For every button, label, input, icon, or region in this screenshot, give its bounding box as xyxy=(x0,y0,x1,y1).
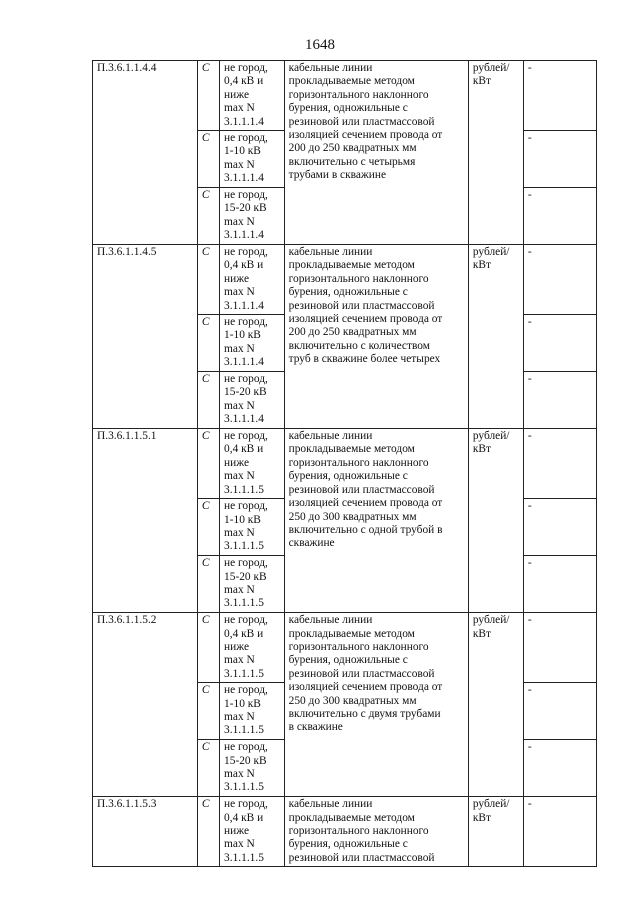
condition-cell-line: 0,4 кВ и xyxy=(224,259,264,272)
description-cell-line: бурения, одножильные с xyxy=(288,286,408,299)
table-row xyxy=(93,61,597,131)
value-cell xyxy=(523,372,596,429)
category-letter-line: C xyxy=(201,316,210,329)
category-letter xyxy=(197,740,219,797)
category-letter-line: C xyxy=(201,373,210,386)
category-letter xyxy=(197,556,219,613)
condition-cell-line: 1-10 кВ xyxy=(224,145,261,158)
condition-cell xyxy=(220,499,285,556)
condition-cell-line: 3.1.1.1.5 xyxy=(224,781,264,794)
description-cell-line: 250 до 300 квадратных мм xyxy=(288,510,417,523)
description-cell-line: бурения, одножильные с xyxy=(288,102,408,115)
description-cell-line: горизонтального наклонного xyxy=(288,824,429,837)
condition-cell-line: не город, xyxy=(224,132,268,145)
condition-cell-line: ниже xyxy=(224,272,250,285)
unit-cell xyxy=(468,797,523,867)
description-cell-line: горизонтального наклонного xyxy=(288,456,429,469)
condition-cell-line: 15-20 кВ xyxy=(224,570,267,583)
unit-cell-line: кВт xyxy=(472,75,491,88)
unit-cell-line: кВт xyxy=(472,811,491,824)
category-letter xyxy=(197,499,219,556)
condition-cell-line: 3.1.1.1.5 xyxy=(224,724,264,737)
condition-cell-line: max N xyxy=(224,102,255,115)
value-cell-line: - xyxy=(527,316,532,329)
condition-cell xyxy=(220,61,285,131)
description-cell xyxy=(284,245,468,429)
condition-cell-line: 1-10 кВ xyxy=(224,513,261,526)
category-letter xyxy=(197,245,219,315)
description-cell-line: горизонтального наклонного xyxy=(288,272,429,285)
condition-cell xyxy=(220,429,285,499)
description-cell-line: включительно с количеством xyxy=(288,339,430,352)
condition-cell-line: 3.1.1.1.4 xyxy=(224,229,264,242)
condition-cell-line: не город, xyxy=(224,430,268,443)
description-cell-line: бурения, одножильные с xyxy=(288,470,408,483)
value-cell-line: - xyxy=(527,614,532,627)
condition-cell-line: не город, xyxy=(224,373,268,386)
description-cell-line: 250 до 300 квадратных мм xyxy=(288,694,417,707)
condition-cell-line: не город, xyxy=(224,614,268,627)
value-cell xyxy=(523,797,596,867)
value-cell-line: - xyxy=(527,246,532,259)
item-code-line: П.3.6.1.1.4.5 xyxy=(97,246,157,259)
value-cell xyxy=(523,188,596,245)
description-cell-line: в скважине xyxy=(288,721,343,734)
condition-cell-line: ниже xyxy=(224,824,250,837)
condition-cell-line: max N xyxy=(224,399,255,412)
condition-cell xyxy=(220,740,285,797)
value-cell-line: - xyxy=(527,132,532,145)
condition-cell-line: 1-10 кВ xyxy=(224,329,261,342)
category-letter xyxy=(197,188,219,245)
description-cell-line: горизонтального наклонного xyxy=(288,640,429,653)
value-cell xyxy=(523,429,596,499)
description-cell-line: кабельные линии xyxy=(288,430,373,443)
item-code-line: П.3.6.1.1.5.3 xyxy=(97,798,157,811)
condition-cell-line: 3.1.1.1.5 xyxy=(224,667,264,680)
condition-cell-line: ниже xyxy=(224,456,250,469)
condition-cell-line: max N xyxy=(224,286,255,299)
description-cell-line: 200 до 250 квадратных мм xyxy=(288,326,417,339)
table-row xyxy=(93,429,597,499)
condition-cell-line: не город, xyxy=(224,500,268,513)
description-cell-line: изоляцией сечением провода от xyxy=(288,313,443,326)
category-letter xyxy=(197,797,219,867)
description-cell-line: включительно с четырьмя xyxy=(288,155,416,168)
description-cell xyxy=(284,797,468,867)
value-cell-line: - xyxy=(527,500,532,513)
value-cell-line: - xyxy=(527,62,532,74)
value-cell xyxy=(523,61,596,131)
description-cell-line: прокладываемые методом xyxy=(288,811,415,824)
condition-cell-line: не город, xyxy=(224,246,268,259)
item-code-line: П.3.6.1.1.5.2 xyxy=(97,614,157,627)
condition-cell-line: не город, xyxy=(224,316,268,329)
unit-cell xyxy=(468,61,523,245)
category-letter-line: C xyxy=(201,132,210,145)
category-letter-line: C xyxy=(201,798,210,811)
item-code-line: П.3.6.1.1.4.4 xyxy=(97,62,157,74)
unit-cell-line: кВт xyxy=(472,443,491,456)
description-cell xyxy=(284,61,468,245)
condition-cell-line: max N xyxy=(224,583,255,596)
unit-cell-line: кВт xyxy=(472,627,491,640)
value-cell-line: - xyxy=(527,373,532,386)
description-cell-line: резиновой или пластмассовой xyxy=(288,667,435,680)
condition-cell xyxy=(220,683,285,740)
condition-cell-line: не город, xyxy=(224,684,268,697)
description-cell-line: прокладываемые методом xyxy=(288,259,415,272)
description-cell-line: бурения, одножильные с xyxy=(288,654,408,667)
category-letter-line: C xyxy=(201,684,210,697)
description-cell-line: изоляцией сечением провода от xyxy=(288,681,443,694)
condition-cell-line: 3.1.1.1.5 xyxy=(224,851,264,864)
category-letter xyxy=(197,61,219,131)
condition-cell-line: 3.1.1.1.4 xyxy=(224,356,264,369)
condition-cell xyxy=(220,372,285,429)
item-code xyxy=(93,61,198,245)
condition-cell-line: 0,4 кВ и xyxy=(224,627,264,640)
description-cell-line: бурения, одножильные с xyxy=(288,838,408,851)
category-letter-line: C xyxy=(201,614,210,627)
condition-cell xyxy=(220,188,285,245)
item-code xyxy=(93,613,198,797)
condition-cell-line: 3.1.1.1.4 xyxy=(224,115,264,128)
value-cell xyxy=(523,499,596,556)
item-code-line: П.3.6.1.1.5.1 xyxy=(97,430,157,443)
value-cell-line: - xyxy=(527,684,532,697)
description-cell-line: включительно с одной трубой в xyxy=(288,523,443,536)
condition-cell-line: max N xyxy=(224,838,255,851)
description-cell-line: резиновой или пластмассовой xyxy=(288,851,435,864)
category-letter-line: C xyxy=(201,246,210,259)
category-letter xyxy=(197,429,219,499)
value-cell xyxy=(523,315,596,372)
category-letter xyxy=(197,683,219,740)
description-cell-line: горизонтального наклонного xyxy=(288,88,429,101)
item-code xyxy=(93,429,198,613)
condition-cell-line: max N xyxy=(224,654,255,667)
description-cell-line: труб в скважине более четырех xyxy=(288,353,441,366)
item-code xyxy=(93,245,198,429)
value-cell xyxy=(523,131,596,188)
value-cell xyxy=(523,613,596,683)
category-letter xyxy=(197,131,219,188)
condition-cell-line: 3.1.1.1.4 xyxy=(224,172,264,185)
tariff-table xyxy=(92,60,597,867)
description-cell-line: резиновой или пластмассовой xyxy=(288,115,435,128)
condition-cell-line: max N xyxy=(224,215,255,228)
value-cell xyxy=(523,245,596,315)
condition-cell-line: 3.1.1.1.5 xyxy=(224,597,264,610)
category-letter-line: C xyxy=(201,557,210,570)
condition-cell-line: 3.1.1.1.4 xyxy=(224,413,264,426)
value-cell-line: - xyxy=(527,798,532,811)
description-cell xyxy=(284,613,468,797)
condition-cell-line: 3.1.1.1.4 xyxy=(224,299,264,312)
condition-cell-line: 0,4 кВ и xyxy=(224,443,264,456)
category-letter-line: C xyxy=(201,741,210,754)
value-cell-line: - xyxy=(527,741,532,754)
value-cell xyxy=(523,556,596,613)
condition-cell-line: не город, xyxy=(224,62,268,74)
value-cell xyxy=(523,683,596,740)
unit-cell-line: рублей/ xyxy=(472,430,510,443)
value-cell-line: - xyxy=(527,557,532,570)
unit-cell-line: рублей/ xyxy=(472,798,510,811)
description-cell-line: прокладываемые методом xyxy=(288,75,415,88)
condition-cell xyxy=(220,613,285,683)
condition-cell-line: 0,4 кВ и xyxy=(224,811,264,824)
unit-cell xyxy=(468,429,523,613)
condition-cell-line: 15-20 кВ xyxy=(224,386,267,399)
description-cell-line: резиновой или пластмассовой xyxy=(288,483,435,496)
category-letter-line: C xyxy=(201,189,210,202)
condition-cell xyxy=(220,131,285,188)
condition-cell-line: 1-10 кВ xyxy=(224,697,261,710)
table-row xyxy=(93,613,597,683)
condition-cell-line: 0,4 кВ и xyxy=(224,75,264,88)
category-letter xyxy=(197,372,219,429)
description-cell-line: включительно с двумя трубами xyxy=(288,707,441,720)
condition-cell xyxy=(220,315,285,372)
item-code xyxy=(93,797,198,867)
condition-cell-line: не город, xyxy=(224,557,268,570)
condition-cell-line: не город, xyxy=(224,741,268,754)
unit-cell-line: рублей/ xyxy=(472,614,510,627)
condition-cell-line: 15-20 кВ xyxy=(224,754,267,767)
condition-cell-line: max N xyxy=(224,767,255,780)
value-cell xyxy=(523,740,596,797)
description-cell-line: 200 до 250 квадратных мм xyxy=(288,142,417,155)
condition-cell-line: ниже xyxy=(224,640,250,653)
category-letter xyxy=(197,315,219,372)
description-cell-line: кабельные линии xyxy=(288,798,373,811)
description-cell-line: изоляцией сечением провода от xyxy=(288,129,443,142)
unit-cell xyxy=(468,245,523,429)
condition-cell-line: не город, xyxy=(224,798,268,811)
condition-cell xyxy=(220,245,285,315)
description-cell-line: кабельные линии xyxy=(288,62,373,74)
description-cell-line: прокладываемые методом xyxy=(288,627,415,640)
table-row xyxy=(93,797,597,867)
condition-cell xyxy=(220,556,285,613)
unit-cell-line: кВт xyxy=(472,259,491,272)
category-letter-line: C xyxy=(201,430,210,443)
tariff-table-body xyxy=(93,61,597,867)
condition-cell-line: max N xyxy=(224,710,255,723)
condition-cell-line: не город, xyxy=(224,189,268,202)
value-cell-line: - xyxy=(527,189,532,202)
description-cell-line: изоляцией сечением провода от xyxy=(288,497,443,510)
condition-cell-line: 3.1.1.1.5 xyxy=(224,483,264,496)
description-cell-line: трубами в скважине xyxy=(288,169,387,182)
unit-cell-line: рублей/ xyxy=(472,62,510,74)
category-letter xyxy=(197,613,219,683)
condition-cell-line: 15-20 кВ xyxy=(224,202,267,215)
description-cell-line: кабельные линии xyxy=(288,246,373,259)
page-number: 1648 xyxy=(305,37,335,53)
description-cell xyxy=(284,429,468,613)
category-letter-line: C xyxy=(201,500,210,513)
condition-cell xyxy=(220,797,285,867)
description-cell-line: скважине xyxy=(288,537,335,550)
unit-cell xyxy=(468,613,523,797)
condition-cell-line: max N xyxy=(224,470,255,483)
condition-cell-line: max N xyxy=(224,526,255,539)
condition-cell-line: max N xyxy=(224,158,255,171)
category-letter-line: C xyxy=(201,62,210,74)
description-cell-line: резиновой или пластмассовой xyxy=(288,299,435,312)
condition-cell-line: ниже xyxy=(224,88,250,101)
description-cell-line: кабельные линии xyxy=(288,614,373,627)
value-cell-line: - xyxy=(527,430,532,443)
condition-cell-line: 3.1.1.1.5 xyxy=(224,540,264,553)
table-row xyxy=(93,245,597,315)
unit-cell-line: рублей/ xyxy=(472,246,510,259)
condition-cell-line: max N xyxy=(224,342,255,355)
description-cell-line: прокладываемые методом xyxy=(288,443,415,456)
